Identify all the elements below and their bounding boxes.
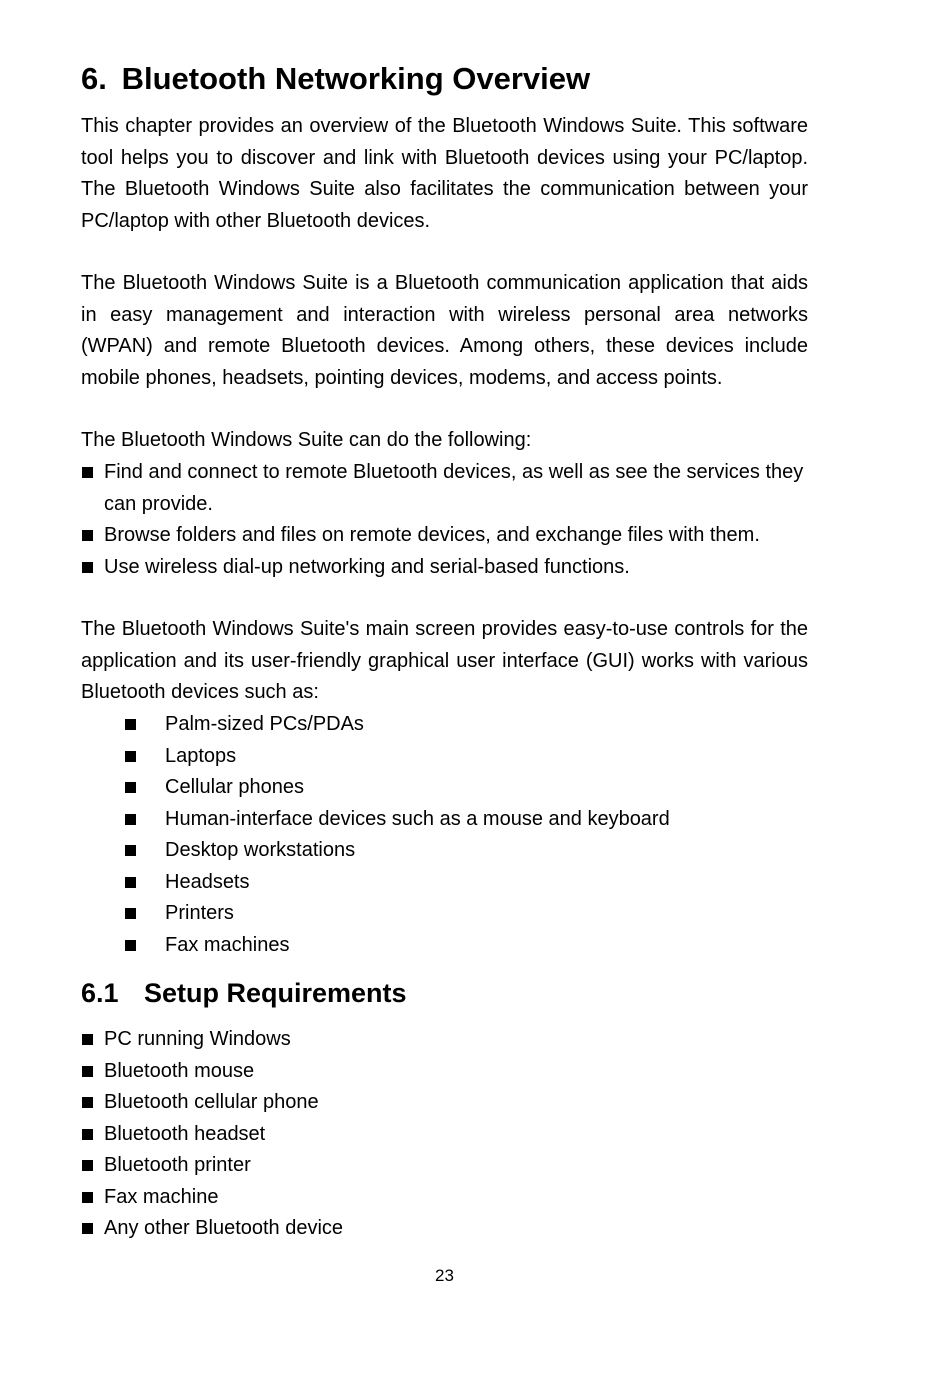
section-title [81,975,407,1011]
list-item [81,930,808,962]
list-item-text: Cellular phones [165,776,304,798]
section-number: 6.1 [81,978,119,1008]
chapter-title [81,58,590,100]
bullet-square-icon [82,1129,93,1140]
bullet-square-icon [82,1097,93,1108]
list-item [81,520,808,552]
bullet-square-icon [125,940,136,951]
bullet-square-icon [82,562,93,573]
list-item-text: Desktop workstations [165,839,356,861]
list-item [81,804,808,836]
intro-paragraph: This chapter provides an overview of the Bluetooth Windows Suite. This software tool helps you to discover and link with Bluetooth devices using your PC/laptop. The Bluetooth Windows Suite also facilitates the communication between your PC/laptop with other Bluetooth devices. [81,115,808,232]
capabilities-intro: The Bluetooth Windows Suite can do the following: [81,429,532,451]
bullet-square-icon [82,1160,93,1171]
bullet-square-icon [82,1192,93,1203]
bullet-square-icon [82,467,93,478]
bullet-square-icon [82,530,93,541]
list-item-text: Bluetooth headset [104,1122,266,1145]
list-item [81,1150,808,1182]
list-item-text: Bluetooth cellular phone [104,1091,319,1113]
list-item-text: Printers [165,902,234,924]
list-item [81,1024,808,1056]
bullet-square-icon [125,908,136,919]
bullet-square-icon [125,845,136,856]
devices-list [81,709,808,961]
section-title-text: Setup Requirements [144,978,407,1008]
list-item-text: Use wireless dial-up networking and serial-based functions. [104,555,630,578]
list-item [81,552,808,584]
bullet-square-icon [82,1223,93,1234]
list-item-text: Palm-sized PCs/PDAs [165,713,364,735]
list-item-text: Human-interface devices such as a mouse and keyboard [165,807,670,830]
page-number: 23 [435,1266,454,1285]
list-item-text: Fax machines [165,933,290,956]
list-item-text: Bluetooth mouse [104,1059,255,1082]
list-item [81,457,808,520]
capabilities-list [81,457,808,583]
list-item [81,1087,808,1119]
list-item [81,1119,808,1151]
chapter-number: 6. [81,61,107,96]
list-item-text: Any other Bluetooth device [104,1217,344,1239]
list-item-text: Headsets [165,870,250,893]
list-item [81,709,808,741]
list-item [81,835,808,867]
chapter-title-text: Bluetooth Networking Overview [121,61,591,96]
list-item [81,772,808,804]
bullet-square-icon [82,1034,93,1045]
suite-description-paragraph: The Bluetooth Windows Suite is a Bluetooth communication application that aids in easy management and interaction with wireless personal area networks (WPAN) and remote Bluetooth devices. Among others, these devices include mobile phones, headsets, pointing devices, modems, and access points. [81,272,808,389]
list-item-text: PC running Windows [104,1028,291,1050]
list-item [81,1213,808,1245]
bullet-square-icon [125,719,136,730]
list-item-text: Bluetooth printer [104,1154,251,1176]
list-item [81,741,808,773]
requirements-list [81,1024,808,1245]
bullet-square-icon [125,877,136,888]
main-screen-paragraph: The Bluetooth Windows Suite's main screen provides easy-to-use controls for the application and its user-friendly graphical user interface (GUI) works with various Bluetooth devices such as: [81,618,808,703]
list-item-text: Browse folders and files on remote devices, and exchange files with them. [104,524,760,546]
list-item-text: Find and connect to remote Bluetooth devices, as well as see the services they can provide. [104,461,804,515]
bullet-square-icon [82,1066,93,1077]
list-item [81,898,808,930]
bullet-square-icon [125,782,136,793]
list-item-text: Laptops [165,744,237,767]
bullet-square-icon [125,751,136,762]
list-item [81,1182,808,1214]
list-item [81,1056,808,1088]
list-item [81,867,808,899]
bullet-square-icon [125,814,136,825]
list-item-text: Fax machine [104,1185,219,1208]
